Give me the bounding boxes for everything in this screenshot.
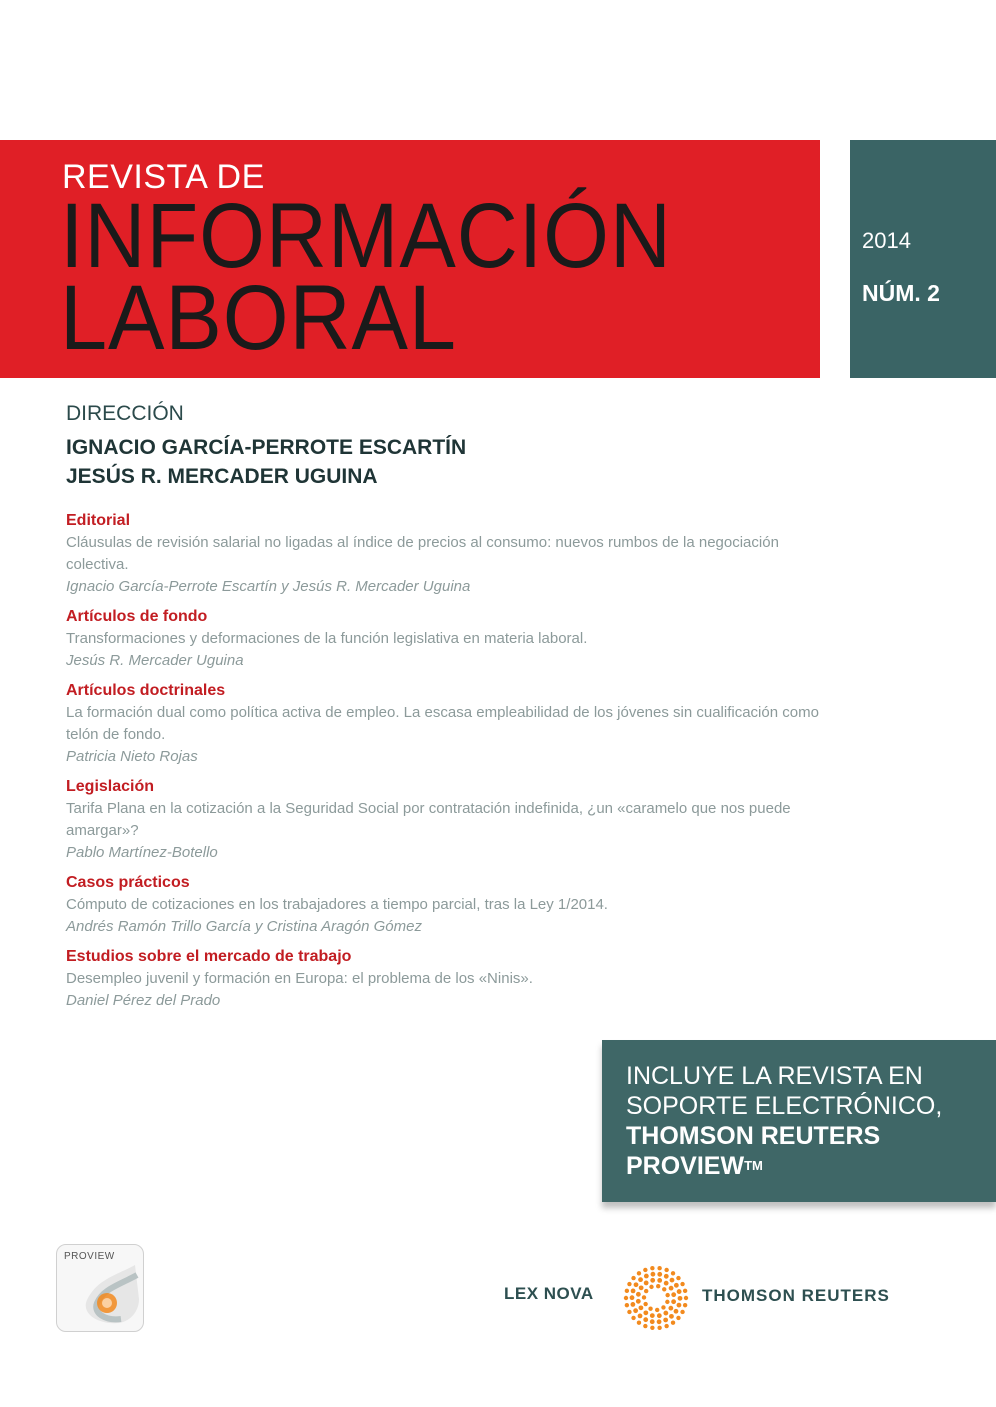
logo-dot — [631, 1316, 635, 1320]
logo-dot — [643, 1324, 647, 1328]
logo-dot — [677, 1289, 682, 1294]
director-name: IGNACIO GARCÍA-PERROTE ESCARTÍN — [66, 436, 467, 459]
logo-dot — [671, 1299, 676, 1304]
logo-dot — [627, 1310, 631, 1314]
logo-dot — [625, 1303, 629, 1307]
logo-dot — [664, 1324, 668, 1328]
logo-dot — [668, 1306, 673, 1311]
section-title: Artículos de fondo — [66, 608, 208, 625]
contents-section — [66, 946, 826, 1012]
section-title: Artículos doctrinales — [66, 682, 226, 699]
promo-line — [626, 1151, 763, 1181]
logo-dot — [683, 1303, 687, 1307]
logo-dot — [671, 1320, 675, 1324]
logo-dot — [657, 1326, 661, 1330]
logo-dot — [669, 1314, 674, 1319]
logo-dot — [671, 1292, 676, 1297]
logo-dot — [650, 1278, 655, 1283]
logo-dot — [624, 1296, 628, 1300]
logo-dot — [664, 1281, 669, 1286]
lex-nova-logo: LEX NOVA — [504, 1284, 594, 1303]
logo-dot — [669, 1286, 674, 1291]
issue-number: NÚM. 2 — [862, 280, 940, 306]
section-title: Casos prácticos — [66, 874, 190, 891]
logo-dot — [657, 1266, 661, 1270]
logo-dot — [643, 1302, 647, 1306]
logo-dot — [650, 1326, 654, 1330]
article-author: Andrés Ramón Trillo García y Cristina Aragón Gómez — [66, 918, 422, 935]
logo-dot — [657, 1278, 662, 1283]
logo-dot — [639, 1285, 644, 1290]
logo-dot — [656, 1284, 660, 1288]
logo-dot — [637, 1271, 641, 1275]
article-title: Cláusulas de revisión salarial no ligadas al índice de precios al consumo: nuevos rumbos de la negociación colectiva. — [66, 534, 779, 573]
trademark-mark: TM — [744, 1158, 763, 1173]
masthead-title: INFORMACIÓN — [60, 185, 672, 287]
logo-dot — [631, 1289, 636, 1294]
logo-dot — [665, 1300, 669, 1304]
logo-dot — [643, 1317, 648, 1322]
article-title: Tarifa Plana en la cotización a la Seguridad Social por contratación indefinida, ¿un «caramelo que nos puede amargar»? — [66, 800, 791, 839]
contents-section — [66, 510, 826, 598]
director-name: JESÚS R. MERCADER UGUINA — [66, 465, 378, 488]
logo-dot — [650, 1313, 655, 1318]
logo-dot — [650, 1319, 655, 1324]
contents-section — [66, 680, 826, 768]
promo-line: INCLUYE LA REVISTA EN — [626, 1062, 923, 1090]
promo-line: THOMSON REUTERS — [626, 1122, 881, 1150]
logo-dot — [625, 1289, 629, 1293]
logo-dot — [655, 1308, 659, 1312]
masthead-subtitle: LABORAL — [60, 267, 457, 369]
logo-dot — [627, 1282, 631, 1286]
logo-dot — [680, 1310, 684, 1314]
logo-dot — [671, 1271, 675, 1275]
article-author: Ignacio García-Perrote Escartín y Jesús R. Mercader Uguina — [66, 578, 471, 595]
thomson-reuters-dots-icon — [622, 1264, 690, 1332]
article-title: Desempleo juvenil y formación en Europa: el problema de los «Ninis». — [66, 970, 533, 987]
logo-dot — [643, 1310, 648, 1315]
logo-dot — [644, 1281, 649, 1286]
logo-dot — [676, 1316, 680, 1320]
logo-dot — [657, 1313, 662, 1318]
logo-dot — [663, 1311, 668, 1316]
article-title: Cómputo de cotizaciones en los trabajadores a tiempo parcial, tras la Ley 1/2014. — [66, 896, 608, 913]
section-title: Estudios sobre el mercado de trabajo — [66, 948, 352, 965]
logo-dot — [677, 1303, 682, 1308]
section-title: Legislación — [66, 778, 155, 795]
logo-dot — [648, 1306, 652, 1310]
logo-dot — [650, 1266, 654, 1270]
logo-dot — [639, 1305, 644, 1310]
logo-dot — [636, 1299, 641, 1304]
logo-dot — [637, 1320, 641, 1324]
logo-dot — [642, 1295, 646, 1299]
article-author: Jesús R. Mercader Uguina — [66, 652, 244, 669]
logo-dot — [662, 1287, 666, 1291]
logo-dot — [663, 1318, 668, 1323]
logo-dot — [630, 1295, 635, 1300]
article-author: Daniel Pérez del Prado — [66, 992, 221, 1009]
logo-dot — [636, 1292, 641, 1297]
logo-dot — [664, 1268, 668, 1272]
promo-line: SOPORTE ELECTRÓNICO, — [626, 1092, 943, 1120]
logo-dot — [676, 1276, 680, 1280]
thomson-reuters-dots-icon — [622, 1264, 690, 1332]
logo-dot — [631, 1276, 635, 1280]
logo-dot — [657, 1272, 662, 1277]
issue-year: 2014 — [862, 228, 911, 253]
section-title: Editorial — [66, 512, 131, 529]
contents-section — [66, 606, 826, 672]
logo-dot — [644, 1274, 649, 1279]
logo-dot — [630, 1302, 635, 1307]
logo-dot — [674, 1309, 679, 1314]
logo-dot — [638, 1314, 643, 1319]
logo-dot — [678, 1296, 683, 1301]
promo-proview: PROVIEW — [626, 1152, 745, 1180]
logo-dot — [634, 1282, 639, 1287]
contents-section — [66, 872, 826, 938]
logo-dot — [661, 1305, 665, 1309]
logo-dot — [683, 1289, 687, 1293]
table-of-contents — [66, 510, 826, 1020]
logo-dot — [664, 1274, 669, 1279]
contents-section — [66, 776, 826, 864]
article-author: Pablo Martínez-Botello — [66, 844, 218, 861]
logo-dot — [665, 1293, 669, 1297]
logo-dot — [680, 1282, 684, 1286]
logo-dot — [674, 1283, 679, 1288]
logo-dot — [638, 1277, 643, 1282]
direction-label: DIRECCIÓN — [66, 402, 184, 425]
logo-dot — [644, 1289, 648, 1293]
masthead-line1: REVISTA DE — [62, 158, 265, 196]
logo-dot — [633, 1308, 638, 1313]
logo-dot — [657, 1319, 662, 1324]
issue-banner — [850, 140, 996, 378]
logo-dot — [651, 1272, 656, 1277]
proview-icon-label: PROVIEW — [64, 1251, 115, 1262]
logo-dot — [643, 1268, 647, 1272]
article-author: Patricia Nieto Rojas — [66, 748, 198, 765]
thomson-reuters-wordmark: THOMSON REUTERS — [702, 1286, 890, 1305]
logo-dot — [670, 1278, 675, 1283]
logo-dot — [684, 1296, 688, 1300]
article-title: Transformaciones y deformaciones de la función legislativa en materia laboral. — [66, 630, 588, 647]
article-title: La formación dual como política activa de empleo. La escasa empleabilidad de los jóvenes sin cualificación como telón de fondo. — [66, 704, 819, 743]
logo-dot — [649, 1285, 653, 1289]
